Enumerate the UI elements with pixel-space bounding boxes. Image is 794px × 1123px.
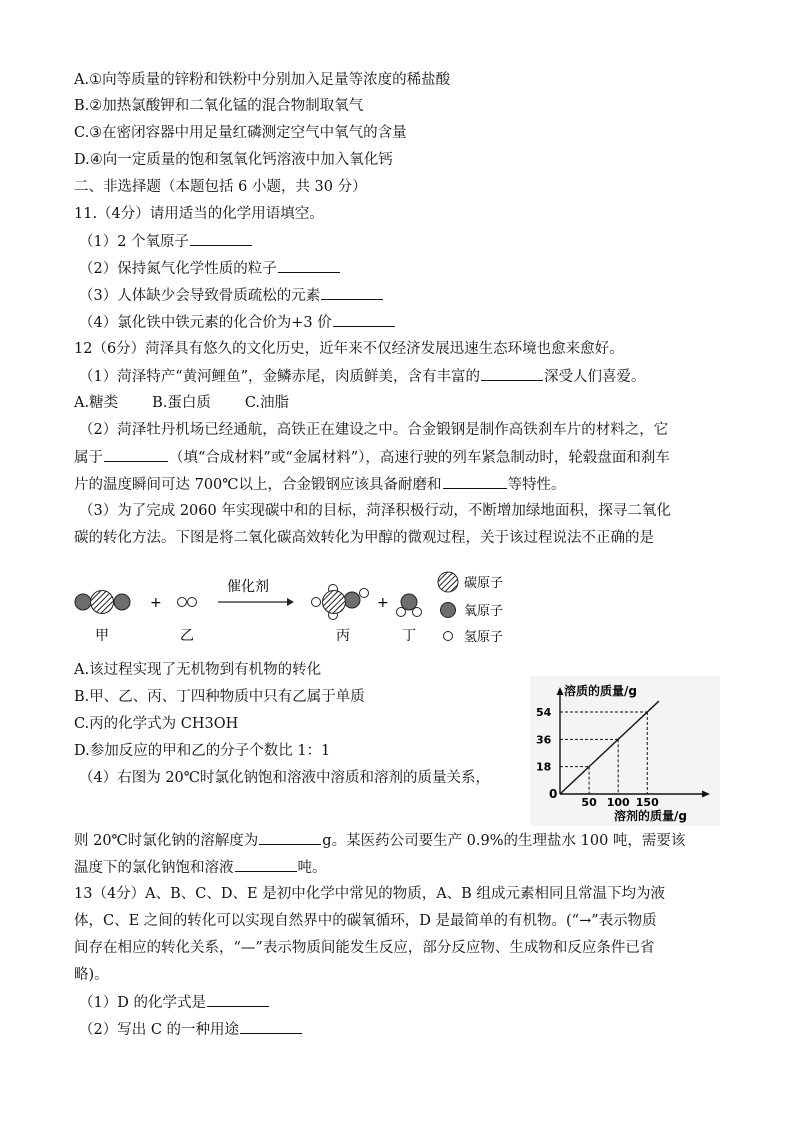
label-bing: 丙 xyxy=(336,628,350,644)
q10-option-a: A.①向等质量的锌粉和铁粉中分别加入足量等浓度的稀盐酸 xyxy=(74,72,451,88)
label-ding: 丁 xyxy=(402,628,416,644)
q12-part3-option-a: A.该过程实现了无机物到有机物的转化 xyxy=(74,662,322,678)
catalyst-label: 催化剂 xyxy=(227,579,269,595)
legend-carbon: 碳原子 xyxy=(464,576,504,591)
q12-part4-text: 则 20℃时氯化钠的溶解度为 xyxy=(74,833,259,849)
answer-blank[interactable] xyxy=(333,312,395,327)
q11-part3-text: （3）人体缺少会导致骨质疏松的元素 xyxy=(79,288,321,304)
y-axis-label: 溶质的质量/g xyxy=(564,684,637,698)
q11-part1 xyxy=(79,231,253,252)
q13-stem-line3: 间存在相应的转化关系，“—”表示物质间能发生反应，部分反应物、生成物和反应条件已省 xyxy=(74,940,655,956)
q12-part3-line1: （3）为了完成 2060 年实现碳中和的目标，菏泽积极行动，不断增加绿地面积，探寻二氧化 xyxy=(79,503,671,519)
carbon-atom-icon xyxy=(438,572,458,592)
q12-part4-line3 xyxy=(74,857,327,878)
q11-part2 xyxy=(79,258,341,279)
q11-part2-text: （2）保持氮气化学性质的粒子 xyxy=(79,261,277,277)
solubility-chart xyxy=(530,676,720,826)
q11-part3 xyxy=(79,285,384,306)
answer-blank[interactable] xyxy=(207,992,269,1007)
label-jia: 甲 xyxy=(95,628,109,644)
q11-part1-text: （1）2 个氧原子 xyxy=(79,234,190,250)
q12-part2-tail: （填“合成材料”或“金属材料”），高速行驶的列车紧急制动时，轮毂盘面和刹车 xyxy=(169,450,670,466)
option-c: C.油脂 xyxy=(244,395,290,411)
q12-part2-line3 xyxy=(74,474,566,495)
molecule-jia xyxy=(75,591,130,614)
answer-blank[interactable] xyxy=(443,474,507,489)
molecule-ding xyxy=(397,594,422,617)
y-tick-label: 36 xyxy=(536,733,552,747)
q12-part1 xyxy=(79,366,646,387)
answer-blank[interactable] xyxy=(240,1019,302,1034)
answer-blank[interactable] xyxy=(235,857,297,872)
q12-part2-text: 属于 xyxy=(74,450,103,466)
reaction-diagram xyxy=(70,570,520,650)
answer-blank[interactable] xyxy=(278,258,340,273)
q13-part2-text: （2）写出 C 的一种用途 xyxy=(79,1022,240,1038)
q11-stem: 11.（4分）请用适当的化学用语填空。 xyxy=(74,206,324,222)
x-tick-label: 50 xyxy=(581,796,597,809)
legend-oxygen: 氧原子 xyxy=(464,604,504,619)
q12-part2-text2: 片的温度瞬间可达 700℃以上，合金锻钢应该具备耐磨和 xyxy=(74,477,442,493)
q12-part4-line2 xyxy=(74,830,685,851)
q13-part2 xyxy=(79,1019,303,1040)
option-b: B.蛋白质 xyxy=(152,395,211,411)
q13-part1 xyxy=(79,992,270,1013)
x-tick-label: 100 xyxy=(606,796,630,809)
section-heading: 二、非选择题（本题包括 6 小题，共 30 分） xyxy=(74,179,367,195)
q12-part4-tail: g。某医药公司要生产 0.9%的生理盐水 100 吨，需要该 xyxy=(322,833,686,849)
answer-blank[interactable] xyxy=(190,231,252,246)
x-axis-label: 溶剂的质量/g xyxy=(614,809,687,823)
answer-blank[interactable] xyxy=(481,366,543,381)
q12-part1-tail: 深受人们喜爱。 xyxy=(544,369,646,385)
q12-part3-option-b: B.甲、乙、丙、丁四种物质中只有乙属于单质 xyxy=(74,689,365,705)
q12-part3-line2: 碳的转化方法。下图是将二氧化碳高效转化为甲醇的微观过程，关于该过程说法不正确的是 xyxy=(74,530,654,546)
q10-option-c: C.③在密闭容器中用足量红磷测定空气中氧气的含量 xyxy=(74,125,407,141)
q12-part4-tail2: 吨。 xyxy=(297,860,327,876)
plus-sign: + xyxy=(377,595,389,611)
legend-hydrogen: 氢原子 xyxy=(464,630,504,645)
q12-part1-text: （1）菏泽特产“黄河鲤鱼”，金鳞赤尾，肉质鲜美，含有丰富的 xyxy=(79,369,481,385)
q12-part4-text2: 温度下的氯化钠饱和溶液 xyxy=(74,860,234,876)
q13-part1-text: （1）D 的化学式是 xyxy=(79,995,206,1011)
q12-part3-option-c: C.丙的化学式为 CH3OH xyxy=(74,716,239,732)
q13-stem-line2: 体，C、E 之间的转化可以实现自然界中的碳氧循环，D 是最简单的有机物。(“→”表示物质 xyxy=(74,913,657,929)
molecule-yi xyxy=(178,598,197,607)
molecule-bing xyxy=(312,585,369,620)
q13-stem-line1: 13（4分）A、B、C、D、E 是初中化学中常见的物质，A、B 组成元素相同且常温下均为液 xyxy=(74,886,665,902)
q10-option-d: D.④向一定质量的饱和氢氧化钙溶液中加入氧化钙 xyxy=(74,152,393,168)
option-a: A.糖类 xyxy=(74,395,119,411)
y-tick-label: 18 xyxy=(536,760,552,774)
q13-stem-line4: 略)。 xyxy=(74,967,109,983)
q12-part2-line1: （2）菏泽牡丹机场已经通航，高铁正在建设之中。合金锻钢是制作高铁刹车片的材料之，它 xyxy=(79,422,669,438)
q11-part4-text: （4）氯化铁中铁元素的化合价为+3 价 xyxy=(79,315,332,331)
q12-part2-line2 xyxy=(74,447,670,468)
arrow-head-icon xyxy=(287,598,294,606)
label-yi: 乙 xyxy=(180,628,194,644)
q12-part2-tail2: 等特性。 xyxy=(507,477,566,493)
answer-blank[interactable] xyxy=(104,447,168,462)
origin-label: 0 xyxy=(549,787,558,801)
plus-sign: + xyxy=(150,595,162,611)
answer-blank[interactable] xyxy=(259,830,321,845)
q10-option-b: B.②加热氯酸钾和二氧化锰的混合物制取氧气 xyxy=(74,98,364,114)
q12-part4-line1: （4）右图为 20℃时氯化钠饱和溶液中溶质和溶剂的质量关系， xyxy=(79,770,491,786)
x-tick-label: 150 xyxy=(635,796,659,809)
q11-part4 xyxy=(79,312,396,333)
q12-part3-option-d: D.参加反应的甲和乙的分子个数比 1：1 xyxy=(74,743,331,759)
q12-stem: 12（6分）菏泽具有悠久的文化历史，近年来不仅经济发展迅速生态环境也愈来愈好。 xyxy=(74,341,624,357)
hydrogen-atom-icon xyxy=(444,632,453,641)
y-tick-label: 54 xyxy=(536,706,552,720)
answer-blank[interactable] xyxy=(321,285,383,300)
oxygen-atom-icon xyxy=(441,603,456,618)
q12-part1-options xyxy=(74,393,323,413)
legend xyxy=(438,572,503,645)
